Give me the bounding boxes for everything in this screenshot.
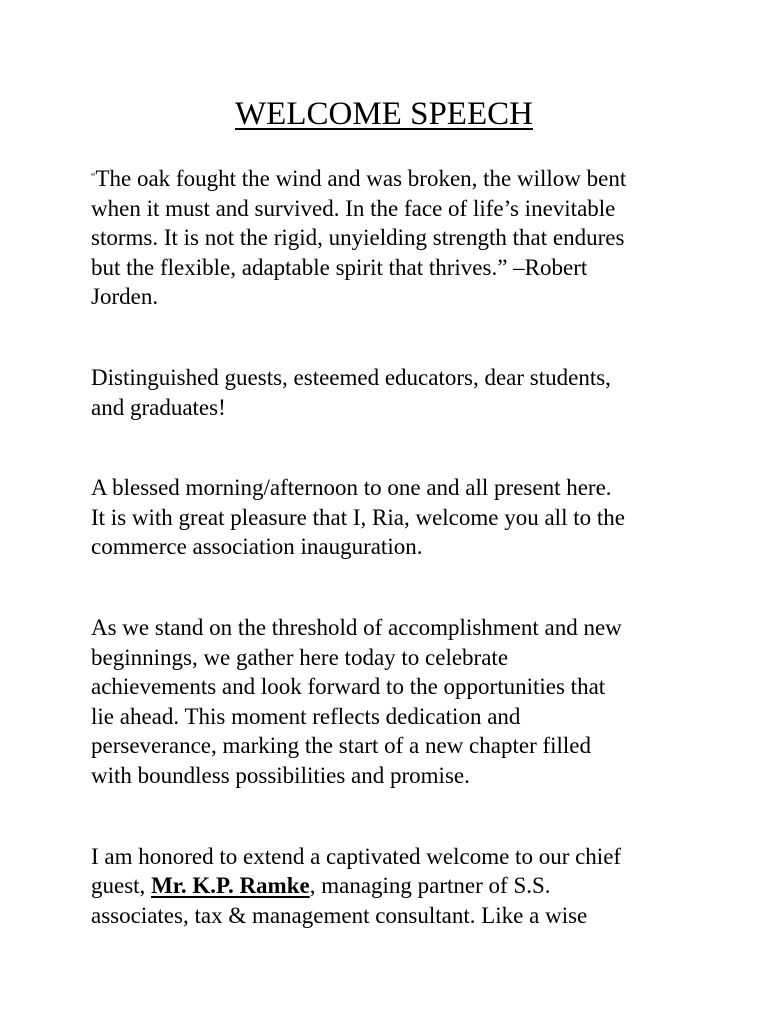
threshold-paragraph (91, 613, 691, 791)
greeting-line: and graduates! (91, 394, 226, 420)
greeting-paragraph (91, 363, 691, 422)
chief-guest-line (91, 871, 691, 901)
chief-guest-line: associates, tax & management consultant. Like a wise (91, 902, 588, 928)
quote-line: but the flexible, adaptable spirit that thrives.” –Robert (91, 254, 588, 280)
quote-line: storms. It is not the rigid, unyielding strength that endures (91, 225, 625, 251)
quote-line-text: The oak fought the wind and was broken, the willow bent (95, 166, 627, 191)
greeting-line: Distinguished guests, esteemed educators, dear students, (91, 364, 611, 390)
threshold-line: beginnings, we gather here today to celebrate (91, 644, 509, 670)
threshold-line: lie ahead. This moment reflects dedication and (91, 703, 521, 729)
welcome-line: commerce association inauguration. (91, 534, 423, 560)
chief-guest-paragraph (91, 842, 691, 931)
threshold-line: achievements and look forward to the opportunities that (91, 674, 606, 700)
chief-guest-text: guest, (91, 873, 152, 899)
chief-guest-name: Mr. K.P. Ramke (151, 873, 310, 899)
chief-guest-text: , managing partner of S.S. (309, 873, 551, 899)
quote-line: when it must and survived. In the face of life’s inevitable (91, 195, 616, 221)
chief-guest-line: I am honored to extend a captivated welcome to our chief (91, 843, 622, 869)
document-title: WELCOME SPEECH (235, 96, 533, 132)
welcome-line: It is with great pleasure that I, Ria, welcome you all to the (91, 504, 625, 530)
threshold-line: with boundless possibilities and promise. (91, 762, 470, 788)
welcome-paragraph (91, 473, 691, 562)
quote-open-mark: “ (91, 172, 96, 183)
threshold-line: As we stand on the threshold of accomplishment and new (91, 614, 622, 640)
quote-paragraph (91, 163, 691, 312)
quote-line (91, 163, 691, 194)
threshold-line: perseverance, marking the start of a new chapter filled (91, 733, 592, 759)
document-body (91, 163, 691, 981)
welcome-line: A blessed morning/afternoon to one and all present here. (91, 475, 612, 501)
quote-line: Jorden. (91, 284, 159, 310)
